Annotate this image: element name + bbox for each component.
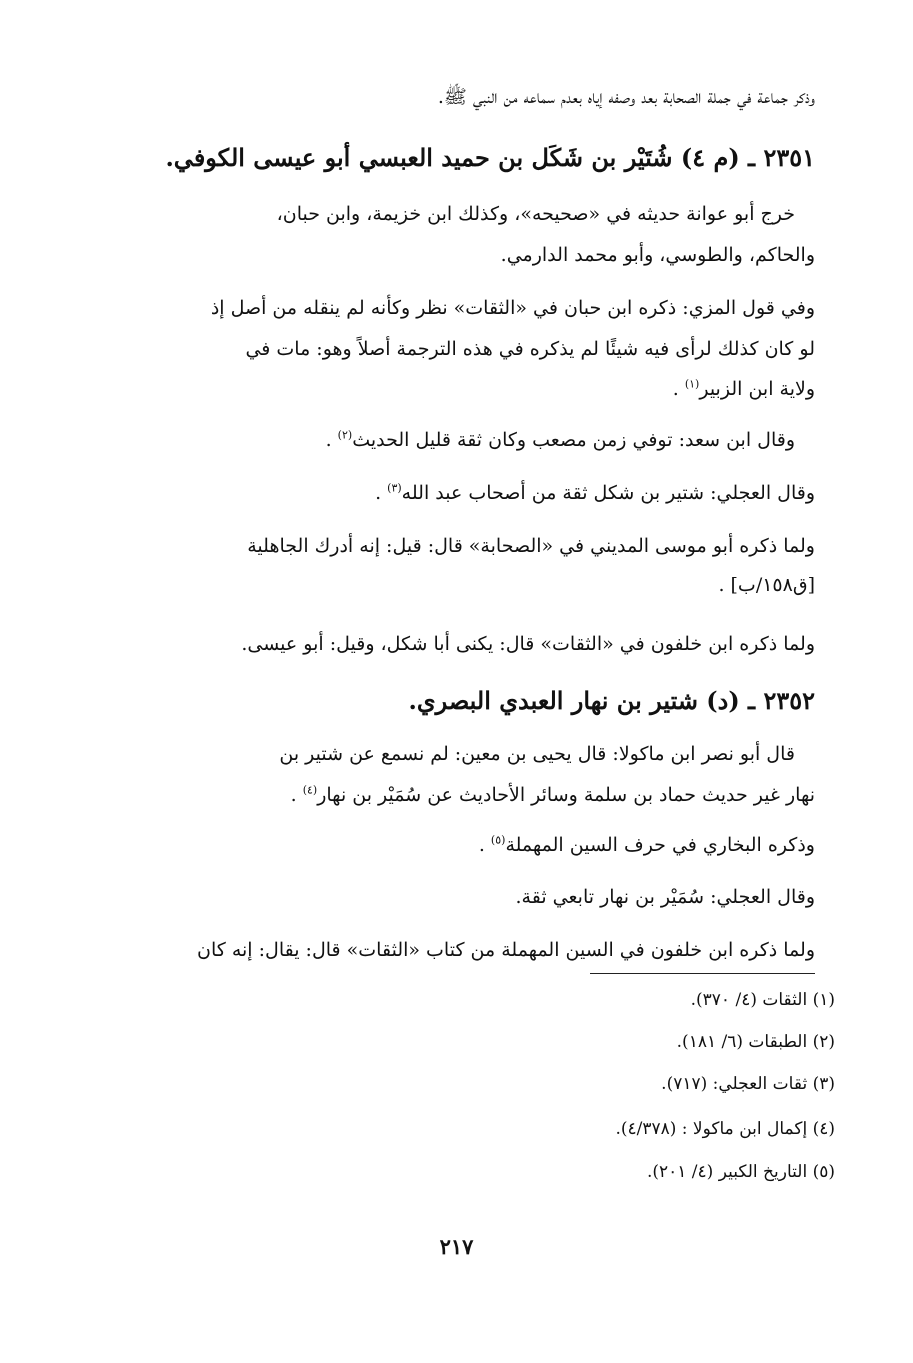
footnote-2: (٢) الطبقات (٦/ ١٨١). xyxy=(676,1032,835,1052)
body-line: والحاكم، والطوسي، وأبو محمد الدارمي. xyxy=(500,244,815,266)
body-line: ولما ذكره ابن خلفون في «الثقات» قال: يكنى أبا شكل، وقيل: أبو عيسى. xyxy=(241,633,815,655)
footnote-ref[interactable]: (٥) xyxy=(490,833,506,847)
line-text: نهار غير حديث حماد بن سلمة وسائر الأحاديث عن سُمَيْر بن نهار xyxy=(317,784,815,806)
body-line: لو كان كذلك لرأى فيه شيئًا لم يذكره في هذه الترجمة أصلاً وهو: مات في xyxy=(245,338,815,360)
body-line: [ق١٥٨/ب] . xyxy=(718,574,815,596)
footnote-ref[interactable]: (٣) xyxy=(387,481,402,495)
line-end: . xyxy=(478,834,491,856)
entry-heading-2351: ٢٣٥١ ـ (م ٤) شُتَيْر بن شَكَل بن حميد العبسي أبو عيسى الكوفي. xyxy=(165,143,815,172)
footnote-divider xyxy=(590,973,815,974)
line-text: وذكره البخاري في حرف السين المهملة xyxy=(505,834,815,856)
body-line xyxy=(108,828,815,862)
body-line xyxy=(108,476,815,510)
footnote-1: (١) الثقات (٤/ ٣٧٠). xyxy=(690,990,835,1010)
line-end: . xyxy=(375,482,388,504)
footnote-ref[interactable]: (٤) xyxy=(302,783,318,797)
footnote-4: (٤) إكمال ابن ماكولا : (٤/٣٧٨). xyxy=(615,1119,835,1139)
line-end: . xyxy=(290,784,303,806)
line-text: وقال ابن سعد: توفي زمن مصعب وكان ثقة قليل الحديث xyxy=(352,429,795,451)
page-number: ٢١٧ xyxy=(439,1234,474,1259)
body-line xyxy=(108,372,815,406)
footnote-ref[interactable]: (٢) xyxy=(337,428,353,442)
footnote-5: (٥) التاريخ الكبير (٤/ ٢٠١). xyxy=(646,1162,835,1182)
body-line: خرج أبو عوانة حديثه في «صحيحه»، وكذلك ابن خزيمة، وابن حبان، xyxy=(276,203,795,225)
body-line: وفي قول المزي: ذكره ابن حبان في «الثقات» نظر وكأنه لم ينقله من أصل إذ xyxy=(210,297,815,319)
footnote-3: (٣) ثقات العجلي: (٧١٧). xyxy=(661,1074,835,1094)
footnote-ref[interactable]: (١) xyxy=(684,377,700,391)
entry-heading-2352: ٢٣٥٢ ـ (د) شتير بن نهار العبدي البصري. xyxy=(408,686,815,715)
body-line: قال أبو نصر ابن ماكولا: قال يحيى بن معين: لم نسمع عن شتير بن xyxy=(279,743,795,765)
line-text: وقال العجلي: شتير بن شكل ثقة من أصحاب عبد الله xyxy=(401,482,815,504)
body-line: وقال العجلي: سُمَيْر بن نهار تابعي ثقة. xyxy=(515,886,815,908)
body-line: وذكر جماعة في جملة الصحابة بعد وصفه إياه بعدم سماعه من النبي ﷺ. xyxy=(437,86,815,108)
line-text: ولاية ابن الزبير xyxy=(699,378,815,400)
body-line: ولما ذكره ابن خلفون في السين المهملة من كتاب «الثقات» قال: يقال: إنه كان xyxy=(197,939,815,961)
body-line xyxy=(108,423,795,457)
line-end: . xyxy=(325,429,338,451)
body-line: ولما ذكره أبو موسى المديني في «الصحابة» قال: قيل: إنه أدرك الجاهلية xyxy=(247,535,815,557)
line-end: . xyxy=(672,378,685,400)
body-line xyxy=(108,778,815,812)
